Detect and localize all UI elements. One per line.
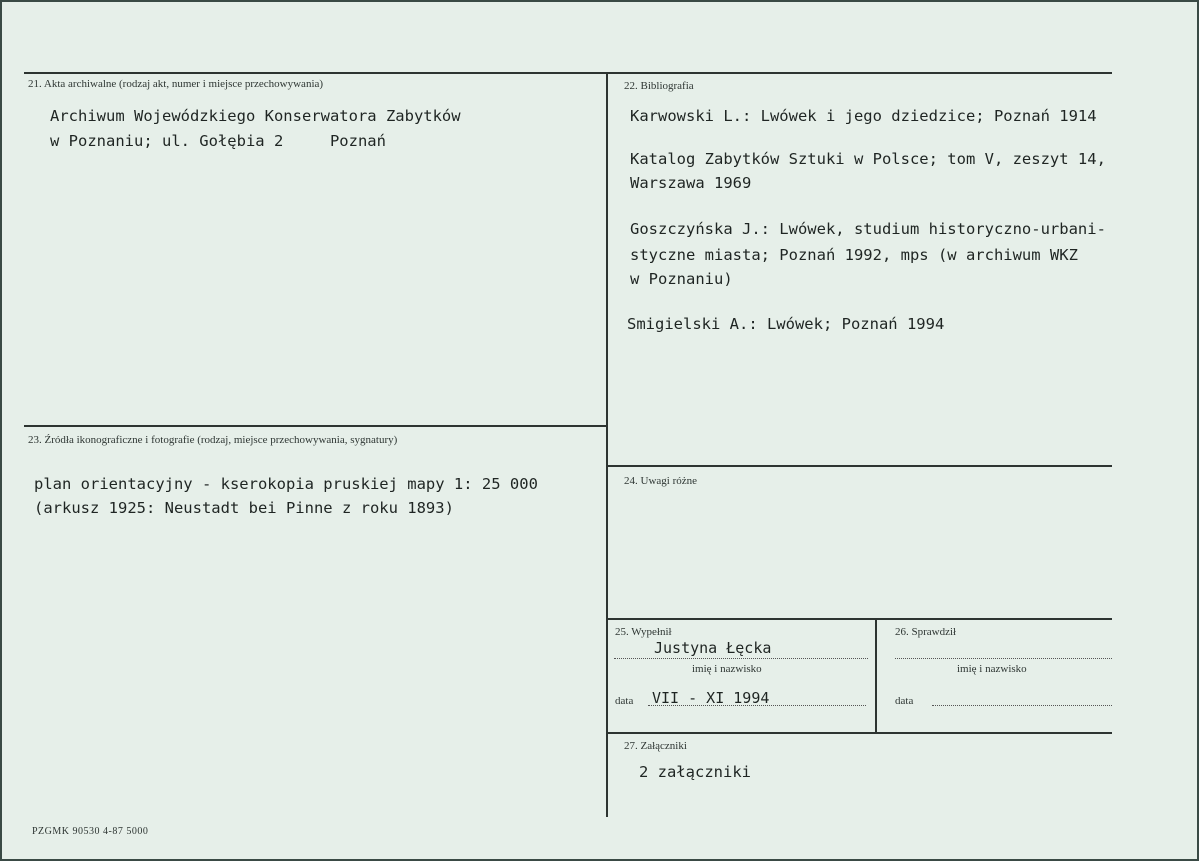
section-22-label: 22. Bibliografia [624,80,694,92]
rule-25-top [608,618,1112,620]
section-27-label: 27. Załączniki [624,740,687,752]
rule-24-top [608,465,1112,467]
divider-25-26 [875,618,877,732]
bibliography-entry-3b: styczne miasta; Poznań 1992, mps (w archiwum WKZ [630,246,1078,264]
checked-by-name-caption: imię i nazwisko [957,663,1027,675]
section-25-label: 25. Wypełnił [615,626,672,638]
filled-by-date-line [648,705,866,706]
filled-by-date-label: data [615,695,634,707]
filled-by-name: Justyna Łęcka [654,639,772,657]
rule-23-top [24,425,606,427]
checked-by-date-label: data [895,695,914,707]
filled-by-date: VII - XI 1994 [652,689,770,707]
attachments-value: 2 załączniki [639,763,751,781]
bibliography-entry-1: Karwowski L.: Lwówek i jego dziedzice; Poznań 1914 [630,107,1097,125]
rule-27-top [608,732,1112,734]
form-print-code: PZGMK 90530 4-87 5000 [32,826,149,837]
center-divider [606,72,608,817]
section-26-label: 26. Sprawdził [895,626,957,638]
archive-line-1: Archiwum Wojewódzkiego Konserwatora Zabytków [50,107,461,125]
iconography-line-2: (arkusz 1925: Neustadt bei Pinne z roku 1893) [34,499,454,517]
bibliography-entry-3a: Goszczyńska J.: Lwówek, studium historyczno-urbani- [630,220,1106,238]
top-rule [24,72,1112,74]
iconography-line-1: plan orientacyjny - kserokopia pruskiej mapy 1: 25 000 [34,475,538,493]
archive-line-2: w Poznaniu; ul. Gołębia 2 Poznań [50,132,386,150]
bibliography-entry-2a: Katalog Zabytków Sztuki w Polsce; tom V, zeszyt 14, [630,150,1106,168]
checked-by-date-line [932,705,1112,706]
bibliography-entry-2b: Warszawa 1969 [630,174,752,192]
bibliography-entry-3c: w Poznaniu) [630,270,733,288]
checked-by-name-line [895,658,1112,659]
section-23-label: 23. Źródła ikonograficzne i fotografie (rodzaj, miejsce przechowywania, sygnatury) [28,434,398,446]
section-24-label: 24. Uwagi różne [624,475,698,487]
filled-by-name-caption: imię i nazwisko [692,663,762,675]
filled-by-name-line [614,658,868,659]
section-21-label: 21. Akta archiwalne (rodzaj akt, numer i miejsce przechowywania) [28,78,324,90]
bibliography-entry-4: Smigielski A.: Lwówek; Poznań 1994 [627,315,945,333]
